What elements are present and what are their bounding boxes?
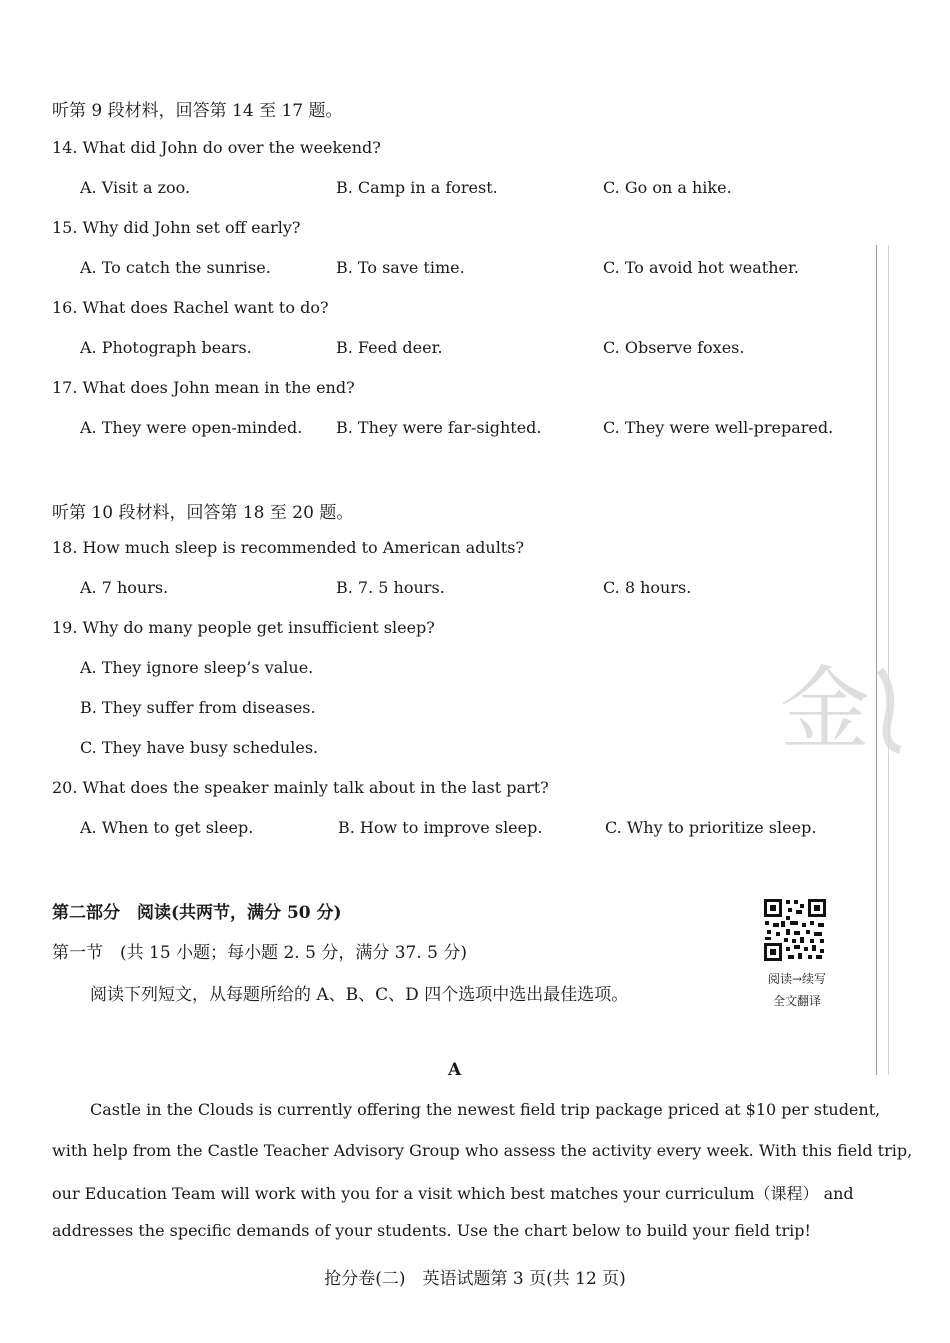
passage-label: A <box>448 1060 462 1080</box>
passage-line-1: Castle in the Clouds is currently offering the newest field trip package priced at $10 per student, <box>90 1100 881 1119</box>
q18-option-b: B. 7. 5 hours. <box>336 578 445 597</box>
q20-option-b: B. How to improve sleep. <box>338 818 543 837</box>
question-15: 15. Why did John set off early? <box>52 218 301 237</box>
reading-instruction: 阅读下列短文，从每题所给的 A、B、C、D 四个选项中选出最佳选项。 <box>90 985 629 1005</box>
qr-caption-read: 阅读→续写 <box>767 972 827 986</box>
q20-option-a: A. When to get sleep. <box>80 818 254 837</box>
q18-option-a: A. 7 hours. <box>80 578 169 597</box>
section-9-heading: 听第 9 段材料，回答第 14 至 17 题。 <box>52 101 343 121</box>
question-17: 17. What does John mean in the end? <box>52 378 355 397</box>
svg-text:金: 金 <box>780 657 870 760</box>
question-19: 19. Why do many people get insufficient sleep? <box>52 618 435 637</box>
q14-option-a: A. Visit a zoo. <box>80 178 191 197</box>
q17-option-a: A. They were open-minded. <box>80 418 303 437</box>
q19-option-a: A. They ignore sleep’s value. <box>80 658 314 677</box>
q17-option-c: C. They were well-prepared. <box>603 418 834 437</box>
question-18: 18. How much sleep is recommended to American adults? <box>52 538 525 557</box>
watermark-stamp <box>770 650 920 760</box>
qr-code-icon[interactable] <box>762 897 828 963</box>
q16-option-a: A. Photograph bears. <box>80 338 252 357</box>
qr-caption-translate: 全文翻译 <box>772 994 821 1008</box>
passage-line-4: addresses the specific demands of your students. Use the chart below to build your field trip! <box>52 1221 811 1240</box>
page-footer: 抢分卷(二) 英语试题第 3 页(共 12 页) <box>324 1269 626 1289</box>
q19-option-b: B. They suffer from diseases. <box>80 698 316 717</box>
q16-option-b: B. Feed deer. <box>336 338 443 357</box>
question-14: 14. What did John do over the weekend? <box>52 138 381 157</box>
question-20: 20. What does the speaker mainly talk about in the last part? <box>52 778 549 797</box>
section-10-heading: 听第 10 段材料，回答第 18 至 20 题。 <box>52 503 354 523</box>
passage-line-2: with help from the Castle Teacher Advisory Group who assess the activity every week. With this field trip, <box>52 1141 913 1160</box>
q15-option-c: C. To avoid hot weather. <box>603 258 799 277</box>
question-16: 16. What does Rachel want to do? <box>52 298 329 317</box>
q14-option-c: C. Go on a hike. <box>603 178 732 197</box>
q16-option-c: C. Observe foxes. <box>603 338 745 357</box>
q19-option-c: C. They have busy schedules. <box>80 738 319 757</box>
section-1-title: 第一节 (共 15 小题；每小题 2. 5 分，满分 37. 5 分) <box>52 943 468 963</box>
part-2-title: 第二部分 阅读(共两节，满分 50 分) <box>52 903 342 923</box>
q20-option-c: C. Why to prioritize sleep. <box>605 818 817 837</box>
q15-option-a: A. To catch the sunrise. <box>80 258 271 277</box>
q14-option-b: B. Camp in a forest. <box>336 178 498 197</box>
q15-option-b: B. To save time. <box>336 258 465 277</box>
passage-line-3: our Education Team will work with you for a visit which best matches your curriculum（课程） and <box>52 1184 854 1203</box>
q17-option-b: B. They were far-sighted. <box>336 418 542 437</box>
q18-option-c: C. 8 hours. <box>603 578 692 597</box>
